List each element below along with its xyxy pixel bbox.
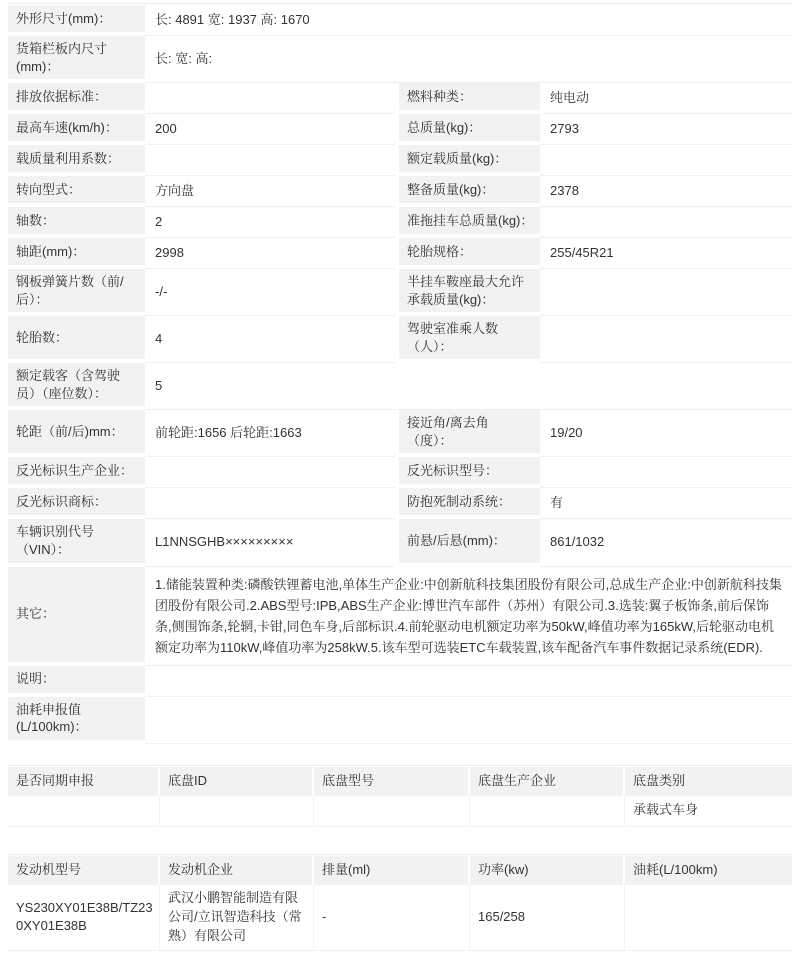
spec-value: 200	[145, 114, 395, 145]
table-row	[8, 885, 792, 951]
spec-row	[8, 83, 792, 114]
spec-value: 前轮距:1656 后轮距:1663	[145, 410, 395, 457]
spec-label: 额定载客（含驾驶员）（座位数）：	[8, 363, 145, 410]
spec-row	[8, 114, 792, 145]
spec-row	[8, 238, 792, 269]
spec-table	[8, 3, 792, 744]
spec-value	[540, 269, 792, 316]
spec-label: 钢板弹簧片数（前/后）：	[8, 269, 145, 316]
spec-label: 总质量(kg)：	[399, 114, 540, 145]
table-row	[8, 796, 792, 827]
table-header-cell: 排量(ml)	[314, 856, 470, 885]
spec-value	[145, 145, 395, 176]
spec-label: 整备质量(kg)：	[399, 176, 540, 207]
spec-value: 2998	[145, 238, 395, 269]
spec-value	[145, 666, 792, 697]
table-cell: 承载式车身	[625, 796, 792, 827]
table-header-cell: 油耗(L/100km)	[625, 856, 792, 885]
table-header-row	[8, 767, 792, 796]
spec-row	[8, 176, 792, 207]
spec-row	[8, 519, 792, 566]
table-gap	[8, 827, 792, 854]
spec-value	[540, 457, 792, 488]
table-cell	[314, 796, 470, 827]
spec-row	[8, 457, 792, 488]
table-gap	[8, 744, 792, 765]
spec-value: 长: 宽: 高:	[145, 36, 792, 83]
spec-label: 轴距(mm)：	[8, 238, 145, 269]
spec-label: 轮距（前/后)mm：	[8, 410, 145, 457]
spec-value	[540, 145, 792, 176]
spec-label: 载质量利用系数：	[8, 145, 145, 176]
spec-row	[8, 363, 792, 410]
spec-value: 255/45R21	[540, 238, 792, 269]
spec-value	[540, 316, 792, 363]
spec-row	[8, 697, 792, 744]
chassis-table	[8, 765, 792, 827]
table-header-cell: 底盘型号	[314, 767, 470, 796]
spec-label: 转向型式：	[8, 176, 145, 207]
table-cell: 165/258	[470, 885, 625, 951]
spec-label: 最高车速(km/h)：	[8, 114, 145, 145]
spec-label: 轮胎数：	[8, 316, 145, 363]
spec-label: 货箱栏板内尺寸(mm)：	[8, 36, 145, 83]
spec-row	[8, 207, 792, 238]
spec-row	[8, 567, 792, 666]
spec-value: 2	[145, 207, 395, 238]
spec-label: 轮胎规格：	[399, 238, 540, 269]
spec-label: 油耗申报值(L/100km)：	[8, 697, 145, 744]
table-cell: -	[314, 885, 470, 951]
spec-row	[8, 666, 792, 697]
spec-value: 5	[145, 363, 792, 410]
spec-value: 纯电动	[540, 83, 792, 114]
spec-label: 说明：	[8, 666, 145, 697]
spec-value	[145, 488, 395, 519]
table-cell: 武汉小鹏智能制造有限公司/立讯智造科技（常熟）有限公司	[160, 885, 314, 951]
table-cell	[470, 796, 625, 827]
spec-label: 驾驶室准乘人数（人）：	[399, 316, 540, 363]
spec-label: 燃料种类：	[399, 83, 540, 114]
table-header-row	[8, 856, 792, 885]
spec-label: 准拖挂车总质量(kg)：	[399, 207, 540, 238]
spec-value: 有	[540, 488, 792, 519]
table-header-cell: 功率(kw)	[470, 856, 625, 885]
spec-label: 反光标识商标：	[8, 488, 145, 519]
table-header-cell: 底盘生产企业	[470, 767, 625, 796]
spec-row	[8, 410, 792, 457]
spec-label: 前悬/后悬(mm)：	[399, 519, 540, 566]
spec-value: 4	[145, 316, 395, 363]
spec-label: 车辆识别代号（VIN）：	[8, 519, 145, 566]
spec-label: 额定载质量(kg)：	[399, 145, 540, 176]
table-header-cell: 发动机企业	[160, 856, 314, 885]
table-header-cell: 底盘ID	[160, 767, 314, 796]
spec-value	[145, 457, 395, 488]
spec-label: 接近角/离去角（度）：	[399, 410, 540, 457]
spec-label: 轴数：	[8, 207, 145, 238]
spec-label: 排放依据标准：	[8, 83, 145, 114]
spec-label: 反光标识生产企业：	[8, 457, 145, 488]
spec-row	[8, 488, 792, 519]
spec-row	[8, 145, 792, 176]
spec-value: -/-	[145, 269, 395, 316]
spec-value: 2378	[540, 176, 792, 207]
spec-label: 防抱死制动系统：	[399, 488, 540, 519]
spec-row	[8, 5, 792, 36]
table-cell: YS230XY01E38B/TZ230XY01E38B	[8, 885, 160, 951]
engine-table	[8, 854, 792, 951]
spec-value	[145, 83, 395, 114]
spec-row	[8, 316, 792, 363]
spec-value: L1NNSGHB×××××××××	[145, 519, 395, 566]
spec-value: 1.储能装置种类:磷酸铁锂蓄电池,单体生产企业:中创新航科技集团股份有限公司,总成生产企业:中创新航科技集团股份有限公司.2.ABS型号:IPB,ABS生产企业:博世汽车部件（苏州）有限公司.3.选装:翼子板饰条,前后保饰条,侧围饰条,轮辋,卡钳,同色车身,后部标识.4.前轮驱动电机额定功率为50kW,峰值功率为165kW,后轮驱动电机额定功率为110kW,峰值功率为258kW.5.该车型可选装ETC车载装置,该车配备汽车事件数据记录系统(EDR).	[145, 567, 792, 666]
spec-label: 半挂车鞍座最大允许承载质量(kg)：	[399, 269, 540, 316]
spec-row	[8, 36, 792, 83]
spec-value: 长: 4891 宽: 1937 高: 1670	[145, 5, 792, 36]
spec-row	[8, 269, 792, 316]
spec-value: 2793	[540, 114, 792, 145]
spec-value: 方向盘	[145, 176, 395, 207]
spec-label: 外形尺寸(mm)：	[8, 5, 145, 36]
spec-label: 其它：	[8, 567, 145, 666]
spec-value	[540, 207, 792, 238]
table-cell	[625, 885, 792, 951]
spec-value: 19/20	[540, 410, 792, 457]
table-header-cell: 发动机型号	[8, 856, 160, 885]
table-header-cell: 底盘类别	[625, 767, 792, 796]
spec-value	[145, 697, 792, 744]
spec-value: 861/1032	[540, 519, 792, 566]
spec-label: 反光标识型号：	[399, 457, 540, 488]
table-cell	[160, 796, 314, 827]
table-header-cell: 是否同期申报	[8, 767, 160, 796]
table-cell	[8, 796, 160, 827]
